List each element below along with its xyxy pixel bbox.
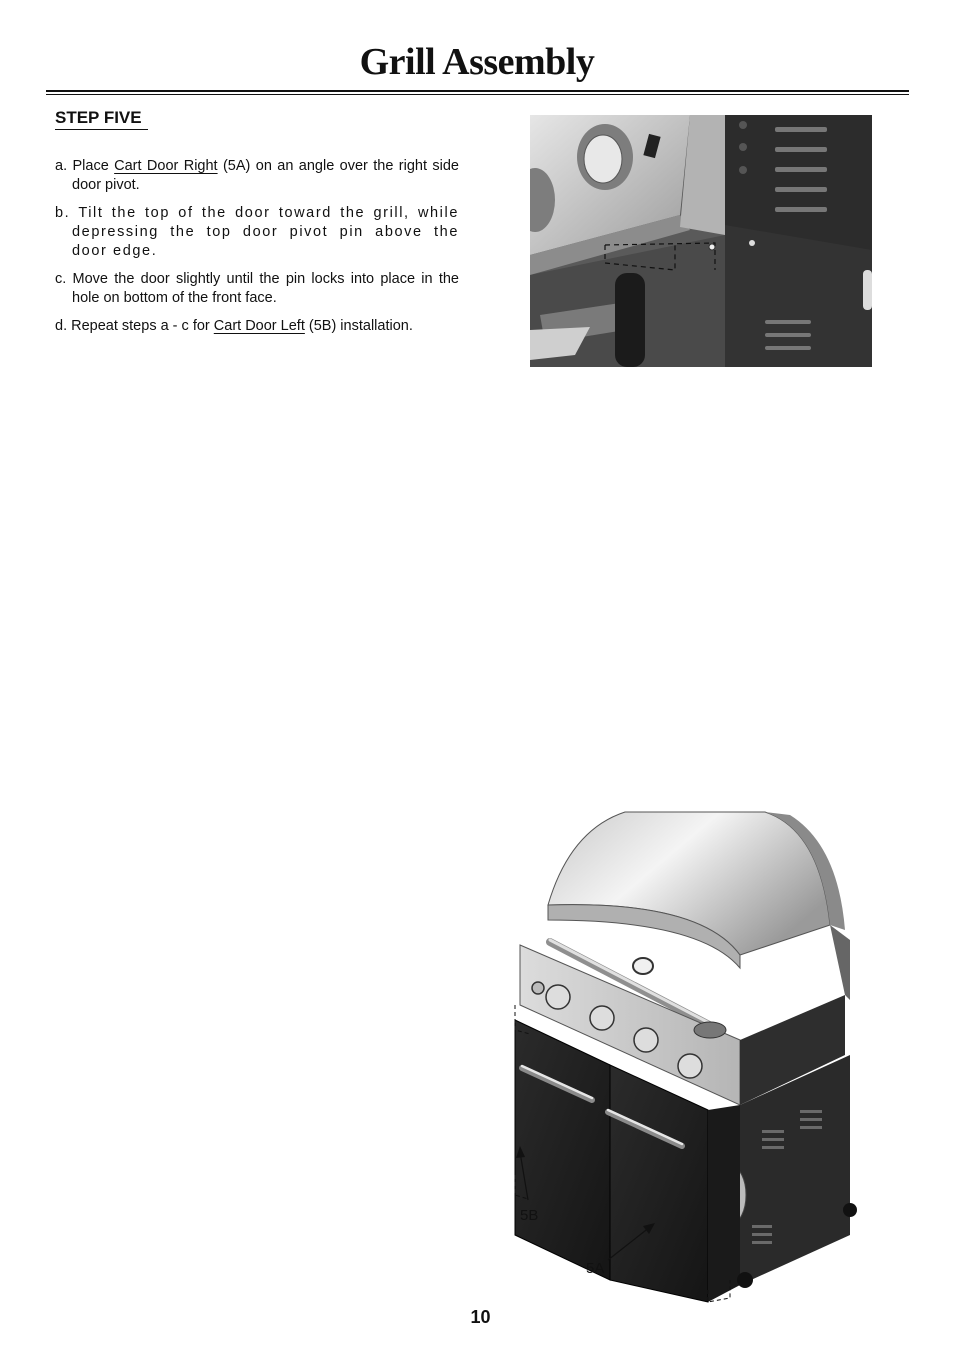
label-5b: 5B [520, 1207, 539, 1224]
title-rule-thin [46, 94, 909, 95]
page-number: 10 [470, 1307, 491, 1327]
part-name-cart-door-left: Cart Door Left [213, 318, 305, 334]
step-instructions [55, 157, 459, 345]
detail-closeup-illustration [530, 115, 872, 367]
page-title: Grill Assembly [359, 41, 595, 83]
step-b: b. Tilt the top of the door toward the grill, while depressing the top door pivot pin above the door edge. [55, 205, 459, 259]
part-name-cart-door-right: Cart Door Right [114, 158, 218, 174]
step-a: a. Place Cart Door Right (5A) on an angle over the right side door pivot. [55, 158, 459, 193]
step-c: c. Move the door slightly until the pin locks into place in the hole on bottom of the front face. [55, 271, 459, 306]
grill-cart-illustration [500, 790, 885, 1305]
label-5a: 5A [586, 1260, 605, 1277]
step-d: d. Repeat steps a - c for Cart Door Left (5B) installation. [55, 318, 413, 334]
title-rule-thick [46, 90, 909, 92]
step-heading: STEP FIVE [55, 108, 148, 130]
